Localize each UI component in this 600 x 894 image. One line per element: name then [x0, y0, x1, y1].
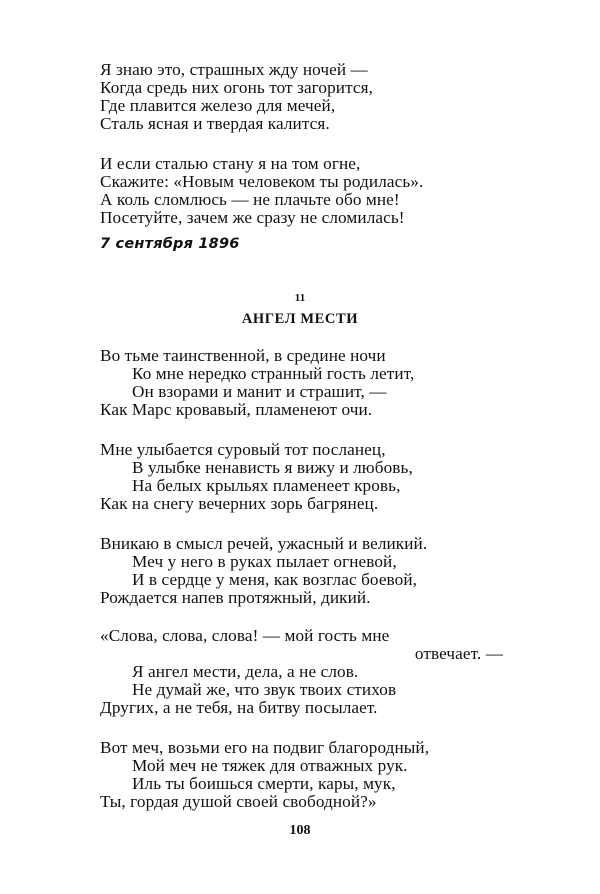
verse-line: Мой меч не тяжек для отважных рук.: [132, 756, 408, 775]
poem-number: 11: [294, 292, 306, 304]
verse-line: Как Марс кровавый, пламенеют очи.: [100, 400, 373, 419]
verse-line: Когда средь них огонь тот загорится,: [100, 78, 374, 97]
poem-date: 7 сентября 1896: [100, 236, 240, 252]
verse-line: И в сердце у меня, как возглас боевой,: [132, 570, 418, 589]
verse-line: «Слова, слова, слова! — мой гость мне: [100, 626, 390, 645]
verse-line-continuation: отвечает. —: [414, 644, 503, 663]
verse-line: Во тьме таинственной, в средине ночи: [100, 346, 386, 365]
verse-line: Рождается напев протяжный, дикий.: [100, 588, 371, 607]
poem-title: АНГЕЛ МЕСТИ: [241, 311, 359, 327]
verse-line: А коль сломлюсь — не плачьте обо мне!: [100, 190, 400, 209]
verse-line: Не думай же, что звук твоих стихов: [132, 680, 397, 699]
page-number: 108: [289, 823, 311, 838]
verse-line: Других, а не тебя, на битву посылает.: [100, 698, 378, 717]
verse-line: Как на снегу вечерних зорь багрянец.: [100, 494, 379, 513]
verse-line: Он взорами и манит и страшит, —: [132, 382, 387, 401]
verse-line: Ты, гордая душой своей свободной?»: [100, 792, 377, 811]
verse-line: Вот меч, возьми его на подвиг благородный,: [100, 738, 430, 757]
verse-line: Где плавится железо для мечей,: [100, 96, 336, 115]
verse-line: И если сталью стану я на том огне,: [100, 154, 361, 173]
verse-line: Мне улыбается суровый тот посланец,: [100, 440, 386, 459]
verse-line: Меч у него в руках пылает огневой,: [132, 552, 397, 571]
verse-line: Я знаю это, страшных жду ночей —: [100, 60, 368, 79]
verse-line: Вникаю в смысл речей, ужасный и великий.: [100, 534, 428, 553]
verse-line: Ко мне нередко странный гость летит,: [132, 364, 415, 383]
verse-line: В улыбке ненависть я вижу и любовь,: [132, 458, 413, 477]
verse-line: Сталь ясная и твердая калится.: [100, 114, 330, 133]
verse-line: Посетуйте, зачем же сразу не сломилась!: [100, 208, 405, 227]
verse-line: Иль ты боишься смерти, кары, мук,: [132, 774, 396, 793]
verse-line: Скажите: «Новым человеком ты родилась».: [100, 172, 424, 191]
verse-line: Я ангел мести, дела, а не слов.: [132, 662, 359, 681]
verse-line: На белых крыльях пламенеет кровь,: [132, 476, 401, 495]
